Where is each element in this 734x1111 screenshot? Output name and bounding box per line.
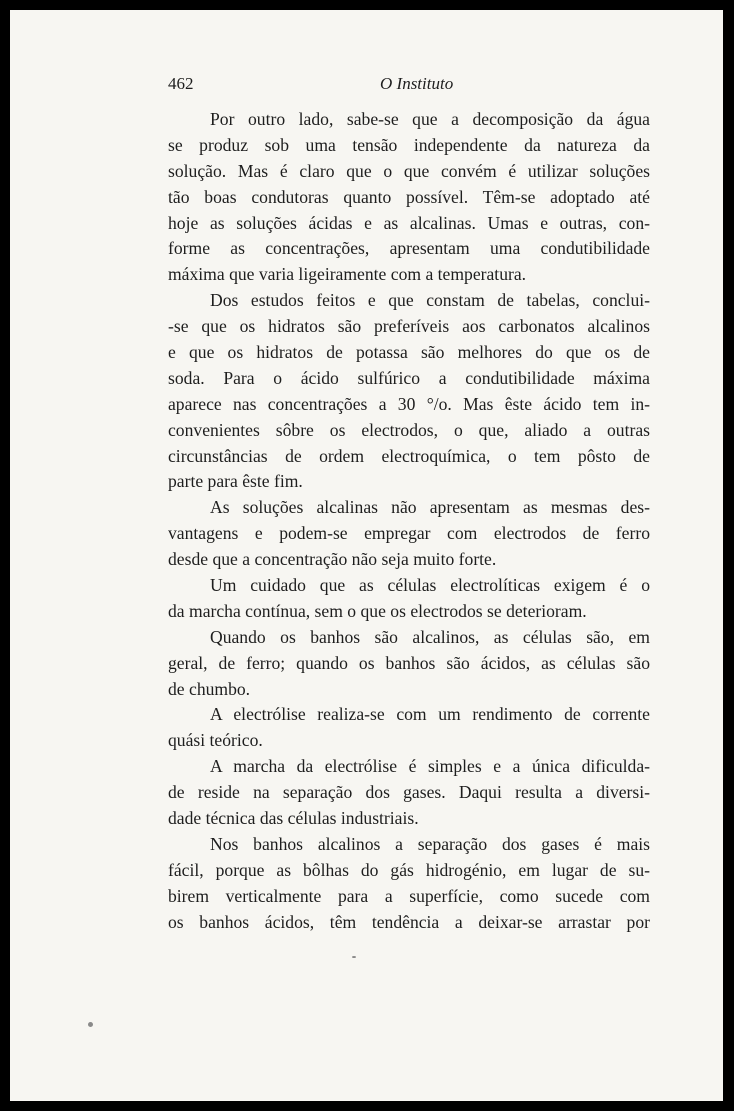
text-line: dade técnica das células industriais. (168, 808, 419, 829)
page-header (168, 74, 650, 98)
page-number: 462 (168, 74, 194, 93)
text-line: -se que os hidratos são preferíveis aos carbonatos alcalinos (168, 316, 650, 337)
paragraph (168, 495, 650, 573)
text-line: A electrólise realiza-se com um rendimento de corrente (210, 704, 650, 725)
book-page (10, 10, 723, 1101)
text-line: As soluções alcalinas não apresentam as mesmas des- (210, 497, 650, 518)
scan-speck (88, 1022, 93, 1027)
running-title: O Instituto (380, 74, 454, 93)
body-text (168, 107, 650, 936)
text-line: Nos banhos alcalinos a separação dos gases é mais (210, 833, 650, 854)
text-line: Um cuidado que as células electrolíticas exigem é o (210, 575, 650, 596)
text-line: forme as concentrações, apresentam uma condutibilidade (168, 238, 650, 259)
paragraph (168, 832, 650, 936)
text-line: e que os hidratos de potassa são melhores do que os de (168, 342, 650, 363)
scan-speck (352, 956, 356, 958)
text-line: Dos estudos feitos e que constam de tabelas, conclui- (210, 290, 650, 311)
paragraph (168, 625, 650, 703)
text-line: Por outro lado, sabe-se que a decomposição da água (210, 109, 650, 129)
text-line: se produz sob uma tensão independente da natureza da (168, 134, 650, 155)
text-line: Quando os banhos são alcalinos, as células são, em (210, 626, 650, 647)
text-line: quási teórico. (168, 730, 263, 751)
text-line: tão boas condutoras quanto possível. Têm-se adoptado até (168, 186, 650, 207)
text-line: da marcha contínua, sem o que os electrodos se deterioram. (168, 600, 587, 621)
paragraph (168, 754, 650, 832)
text-line: os banhos ácidos, têm tendência a deixar-se arrastar por (168, 911, 650, 932)
text-line: hoje as soluções ácidas e as alcalinas. Umas e outras, con- (168, 212, 650, 233)
text-line: geral, de ferro; quando os banhos são ácidos, as células são (168, 652, 650, 673)
text-line: vantagens e podem-se empregar com electrodos de ferro (168, 523, 650, 544)
text-line: solução. Mas é claro que o que convém é utilizar soluções (168, 160, 650, 181)
paragraph (168, 107, 650, 288)
text-line: fácil, porque as bôlhas do gás hidrogénio, em lugar de su- (168, 859, 650, 880)
text-line: de reside na separação dos gases. Daqui resulta a diversi- (168, 782, 650, 803)
text-line: aparece nas concentrações a 30 °/o. Mas êste ácido tem in- (168, 393, 650, 414)
text-line: circunstâncias de ordem electroquímica, o tem pôsto de (168, 445, 650, 466)
text-line: parte para êste fim. (168, 471, 303, 492)
text-line: birem verticalmente para a superfície, como sucede com (168, 885, 650, 906)
paragraph (168, 288, 650, 495)
text-line: máxima que varia ligeiramente com a temperatura. (168, 264, 527, 285)
text-line: de chumbo. (168, 678, 251, 699)
paragraph (168, 573, 650, 625)
text-line: A marcha da electrólise é simples e a única dificulda- (210, 756, 650, 777)
text-line: convenientes sôbre os electrodos, o que, aliado a outras (168, 419, 650, 440)
text-line: desde que a concentração não seja muito forte. (168, 549, 497, 570)
paragraph (168, 702, 650, 754)
text-line: soda. Para o ácido sulfúrico a condutibilidade máxima (168, 367, 650, 388)
